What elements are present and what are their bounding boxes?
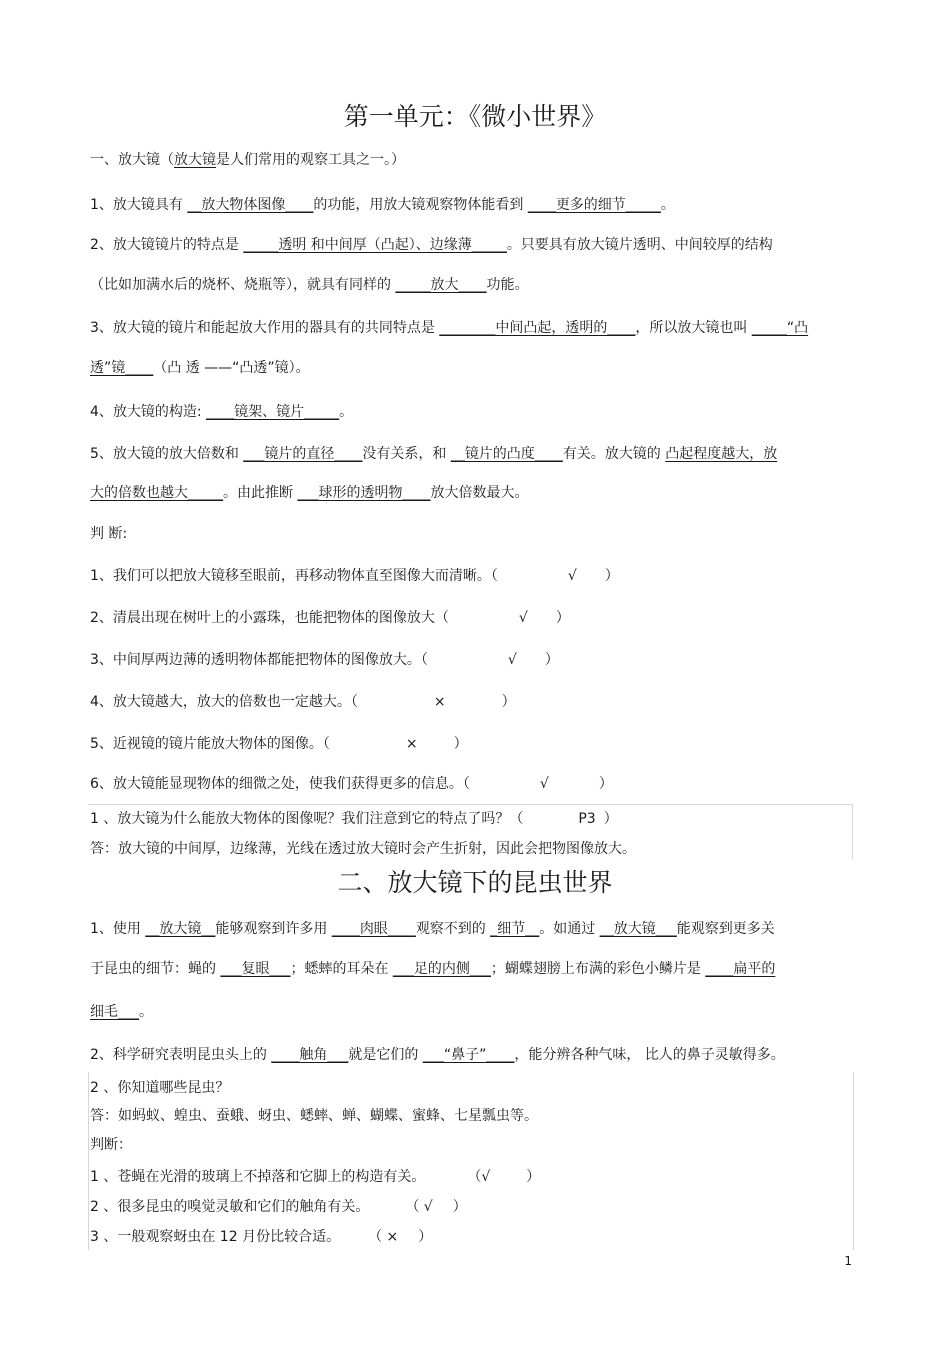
judge-item: 2 、很多昆虫的嗅觉灵敏和它们的触角有关。 （ √ ）: [90, 1199, 467, 1215]
cross-mark: ×: [405, 736, 418, 752]
judge-item: 3 、一般观察蚜虫在 12 月份比较合适。 （ × ）: [90, 1229, 433, 1245]
judge-label: 判 断:: [90, 526, 128, 542]
judge-item: 1 、苍蝇在光滑的玻璃上不掉落和它脚上的构造有关。 （√ ）: [90, 1169, 541, 1185]
section-title: 二、放大镜下的昆虫世界: [337, 868, 613, 897]
cross-mark: （ ×: [368, 1229, 399, 1245]
check-mark: √: [539, 776, 549, 792]
judge-label: 判断：: [90, 1137, 132, 1153]
judge-item: 6、放大镜能显现物体的细微之处，使我们获得更多的信息。（ √ ）: [90, 776, 613, 792]
judge-item: 1、我们可以把放大镜移至眼前，再移动物体直至图像大而清晰。（ √ ）: [90, 568, 619, 584]
check-mark: √: [518, 610, 528, 626]
question-5-line-2: 大的倍数也越大_____。由此推断 ___球形的透明物____放大倍数最大。: [90, 485, 529, 501]
question-4: 4、放大镜的构造: ____镜架、镜片_____。: [90, 404, 354, 420]
check-mark: （ √: [405, 1199, 433, 1215]
box-answer: 答：放大镜的中间厚，边缘薄，光线在透过放大镜时会产生折射，因此会把物图像放大。: [90, 841, 636, 857]
box-question: 1 、放大镜为什么能放大物体的图像呢？我们注意到它的特点了吗？（ P3 ）: [90, 811, 618, 827]
question-3-line-1: 3、放大镜的镜片和能起放大作用的器具有的共同特点是 ________中间凸起，透明的____，所以放大镜也叫 _____“凸: [90, 320, 809, 336]
section-heading: 一、放大镜（放大镜是人们常用的观察工具之一。）: [90, 152, 405, 168]
question-5-line-1: 5、放大镜的放大倍数和 ___镜片的直径____没有关系，和 __镜片的凸度____有关。放大镜的 凸起程度越大，放: [90, 446, 778, 462]
question-1: 1、放大镜具有 __放大物体图像____的功能，用放大镜观察物体能看到 ____更多的细节_____。: [90, 197, 675, 213]
check-mark: √: [567, 568, 577, 584]
s2-question-1-line-1: 1、使用 __放大镜__能够观察到许多用 ____肉眼____观察不到的 _细节__。如通过 __放大镜___能观察到更多关: [90, 921, 775, 937]
check-mark: √: [507, 652, 517, 668]
question-2-line-2: （比如加满水后的烧杯、烧瓶等），就具有同样的 _____放大____功能。: [90, 277, 529, 293]
judge-item: 3、中间厚两边薄的透明物体都能把物体的图像放大。（ √ ）: [90, 652, 559, 668]
qa-box-2: [88, 1072, 854, 1250]
s2-question-2: 2、科学研究表明昆虫头上的 ____触角___就是它们的 ___“鼻子”____，能分辨各种气味， 比人的鼻子灵敏得多。: [90, 1047, 785, 1063]
page-title: 第一单元：《微小世界》: [343, 102, 607, 131]
box-question: 2 、你知道哪些昆虫？: [90, 1080, 230, 1096]
page-reference: P3: [578, 811, 596, 827]
page-number: 1: [844, 1254, 852, 1268]
cross-mark: ×: [433, 694, 446, 710]
question-3-line-2: 透”镜____（凸 透 ——“凸透”镜）。: [90, 360, 310, 376]
box-answer: 答：如蚂蚁、蝗虫、蚕蛾、蚜虫、蟋蟀、蝉、蝴蝶、蜜蜂、七星瓢虫等。: [90, 1108, 538, 1124]
s2-question-1-line-3: 细毛___。: [90, 1004, 153, 1020]
judge-item: 2、清晨出现在树叶上的小露珠，也能把物体的图像放大（ √ ）: [90, 610, 570, 626]
question-2-line-1: 2、放大镜镜片的特点是 _____透明 和中间厚（凸起）、边缘薄_____。只要具有放大镜片透明、中间较厚的结构: [90, 237, 773, 253]
check-mark: （√: [467, 1169, 491, 1185]
judge-item: 5、近视镜的镜片能放大物体的图像。（ × ）: [90, 736, 468, 752]
judge-item: 4、放大镜越大，放大的倍数也一定越大。（ × ）: [90, 694, 516, 710]
s2-question-1-line-2: 于昆虫的细节：蝇的 ___复眼___；蟋蟀的耳朵在 ___足的内侧___；蝴蝶翅膀上布满的彩色小鳞片是 ____扁平的: [90, 961, 776, 977]
